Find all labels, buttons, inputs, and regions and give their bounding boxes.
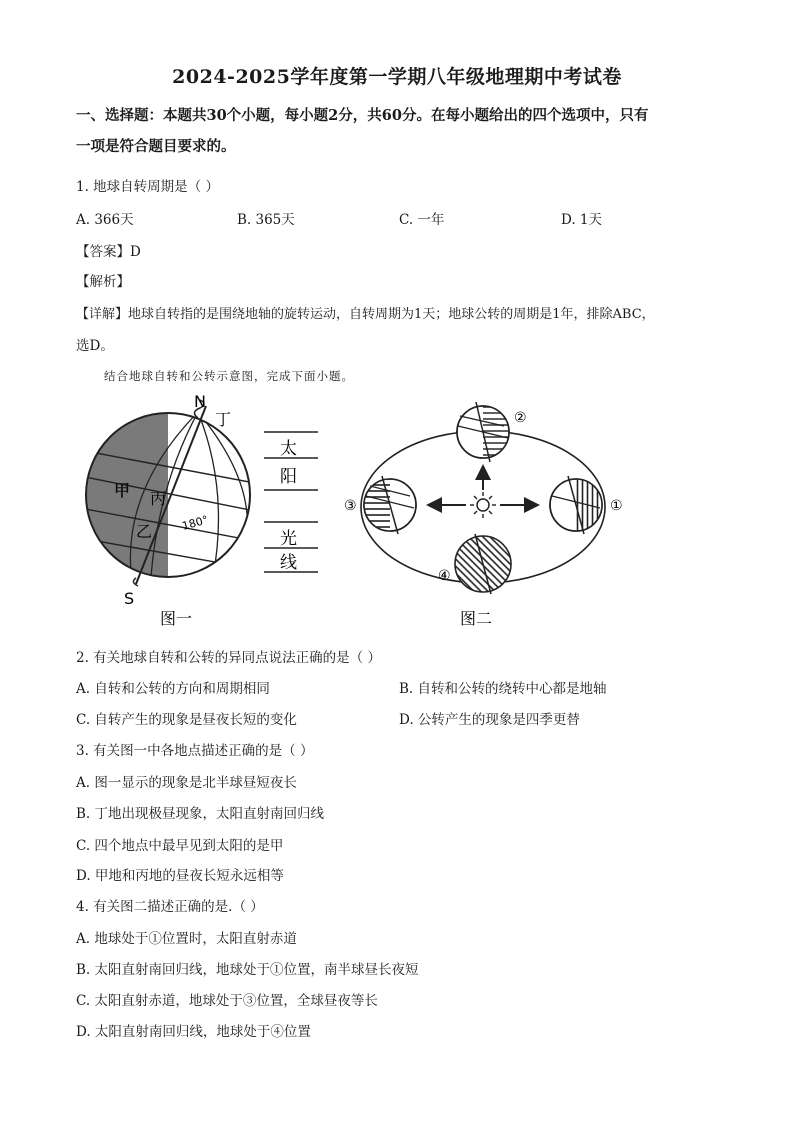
sun-icon <box>470 492 496 518</box>
sunlight-char-4: 线 <box>280 553 297 573</box>
figure-note: 结合地球自转和公转示意图，完成下面小题。 <box>104 369 354 383</box>
q3-option-b: B. 丁地出现极昼现象，太阳直射南回归线 <box>76 806 325 822</box>
q3-option-d: D. 甲地和丙地的昼夜长短永远相等 <box>76 868 284 884</box>
figure-2-caption: 图二 <box>460 609 493 628</box>
q1-option-a: A. 366天 <box>76 212 134 228</box>
q4-option-d: D. 太阳直射南回归线，地球处于④位置 <box>76 1024 311 1040</box>
figure-1-globe <box>80 392 318 628</box>
earth-position-3 <box>364 476 416 534</box>
position-label-4: ④ <box>438 568 451 584</box>
earth-position-4 <box>455 534 511 594</box>
q1-detail-line1: 【详解】地球自转指的是围绕地轴的旋转运动，自转周期为1天；地球公转的周期是1年，排除ABC， <box>76 307 655 322</box>
label-n: N <box>194 392 206 411</box>
q4-option-b: B. 太阳直射南回归线，地球处于①位置，南半球昼长夜短 <box>76 962 419 978</box>
section-heading-line1: 一、选择题：本题共30个小题，每小题2分，共60分。在每小题给出的四个选项中，只有 <box>76 107 649 124</box>
page-title: 2024-2025学年度第一学期八年级地理期中考试卷 <box>172 66 622 88</box>
q1-option-b: B. 365天 <box>237 212 295 228</box>
earth-position-2 <box>457 402 509 462</box>
earth-position-1 <box>550 476 602 534</box>
sunlight-char-1: 太 <box>280 439 297 459</box>
figure-1-caption: 图一 <box>160 609 193 628</box>
label-yi: 乙 <box>136 522 153 541</box>
q3-stem: 3. 有关图一中各地点描述正确的是（ ） <box>76 743 314 759</box>
label-bing: 丙 <box>150 489 167 508</box>
label-jia: 甲 <box>114 481 131 500</box>
q4-stem: 4. 有关图二描述正确的是.（ ） <box>76 899 264 915</box>
q2-option-a: A. 自转和公转的方向和周期相同 <box>76 681 270 697</box>
q1-answer: 【答案】D <box>76 244 141 260</box>
q4-option-c: C. 太阳直射赤道，地球处于③位置，全球昼夜等长 <box>76 993 378 1009</box>
q2-stem: 2. 有关地球自转和公转的异同点说法正确的是（ ） <box>76 650 381 666</box>
position-label-2: ② <box>514 410 527 426</box>
earth-rotation-revolution-figure <box>80 392 640 632</box>
section-heading-line2: 一项是符合题目要求的。 <box>76 138 236 155</box>
label-ding: 丁 <box>215 410 232 429</box>
position-label-3: ③ <box>344 498 357 514</box>
label-180: 180° <box>180 513 210 533</box>
q2-option-b: B. 自转和公转的绕转中心都是地轴 <box>399 681 607 697</box>
q1-option-c: C. 一年 <box>399 212 445 228</box>
q3-option-c: C. 四个地点中最早见到太阳的是甲 <box>76 838 284 854</box>
sunlight-char-2: 阳 <box>280 467 297 487</box>
q1-detail-line2: 选D。 <box>76 338 114 354</box>
q1-stem: 1. 地球自转周期是（ ） <box>76 179 219 195</box>
q1-option-d: D. 1天 <box>561 212 603 228</box>
position-label-1: ① <box>610 498 623 514</box>
q3-option-a: A. 图一显示的现象是北半球昼短夜长 <box>76 775 297 791</box>
q2-option-c: C. 自转产生的现象是昼夜长短的变化 <box>76 712 297 728</box>
sunlight-char-3: 光 <box>280 529 297 549</box>
label-s: S <box>124 589 135 608</box>
q4-option-a: A. 地球处于①位置时，太阳直射赤道 <box>76 931 297 947</box>
q2-option-d: D. 公转产生的现象是四季更替 <box>399 712 580 728</box>
figure-2-orbit <box>344 402 623 628</box>
q1-analysis-label: 【解析】 <box>76 274 130 290</box>
